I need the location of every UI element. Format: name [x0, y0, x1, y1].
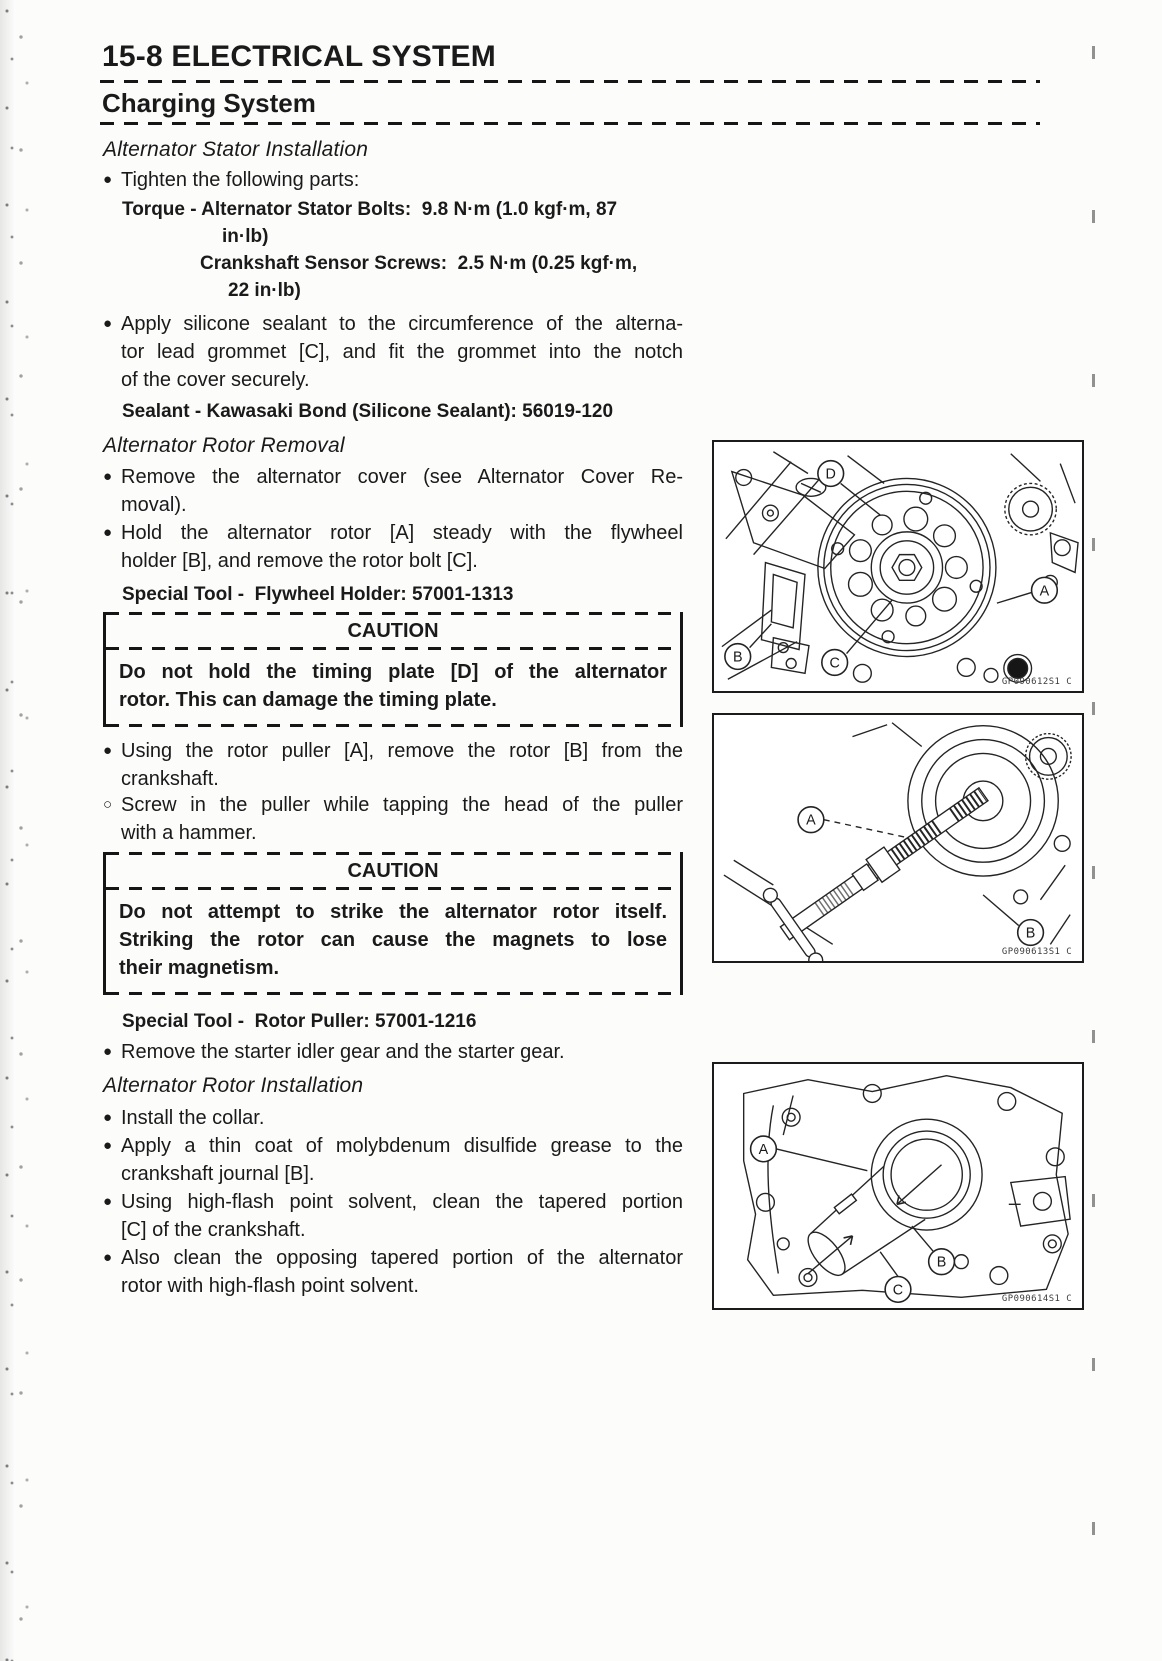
caution-border-bottom [106, 724, 680, 727]
part-label-a [798, 807, 824, 833]
step-text: Install the collar. [121, 1107, 265, 1129]
svg-text:A: A [758, 1141, 769, 1158]
torque-spec-line-4: 22 in·lb) [228, 280, 301, 301]
step-apply-grease [103, 1132, 683, 1188]
figure-rotor-in-crankcase [712, 440, 1084, 693]
caution-title: CAUTION [347, 860, 439, 882]
step-remove-starter-gears [103, 1038, 683, 1066]
torque-spec-line-2: in·lb) [222, 226, 269, 247]
scan-noise-left [0, 0, 36, 1661]
heading-rotor-installation: Alternator Rotor Installation [103, 1074, 364, 1097]
svg-text:A: A [806, 812, 816, 829]
part-label-c [885, 1277, 911, 1303]
substep-screw-puller [103, 791, 683, 847]
figure-code: GP090614S1 C [1001, 1294, 1073, 1305]
section-divider [100, 122, 1040, 125]
bullet-icon: ● [103, 524, 113, 541]
bullet-icon: ● [103, 315, 113, 332]
caution-box-strike-rotor [103, 852, 683, 995]
puller-tool [758, 756, 1010, 961]
step-text: Apply silicone sealant to the circumference of the alterna- tor lead grommet [C], and fit the grommet into the notch of the cover securely. [121, 313, 683, 391]
step-text: Hold the alternator rotor [A] steady with the flywheel holder [B], and remove the rotor bolt [C]. [121, 522, 683, 572]
svg-text:C: C [829, 655, 840, 672]
bullet-icon: ● [103, 1137, 113, 1154]
torque-spec-line-1: Torque - Alternator Stator Bolts: 9.8 N·m (1.0 kgf·m, 87 [122, 199, 618, 220]
part-label-b [725, 644, 751, 670]
rotor-crankcase-diagram [714, 442, 1082, 691]
svg-text:B: B [732, 649, 743, 666]
svg-text:B: B [1025, 925, 1036, 942]
torque-spec-line-3: Crankshaft Sensor Screws: 2.5 N·m (0.25 kgf·m, [200, 253, 638, 274]
caution-title: CAUTION [347, 620, 439, 642]
step-hold-rotor [103, 519, 683, 575]
part-label-d [818, 461, 844, 487]
bullet-icon: ● [103, 468, 113, 485]
step-text: Tighten the following parts: [121, 169, 360, 191]
bullet-icon: ● [103, 1249, 113, 1266]
special-tool-rotor-puller: Special Tool - Rotor Puller: 57001-1216 [122, 1011, 477, 1032]
svg-text:C: C [892, 1282, 904, 1299]
step-text: Using the rotor puller [A], remove the rotor [B] from the crankshaft. [121, 740, 683, 790]
crankshaft-stub [796, 1166, 925, 1287]
figure-code: GP090613S1 C [1001, 947, 1073, 958]
caution-border-bottom [106, 992, 680, 995]
caution-text: Do not hold the timing plate [D] of the alternator rotor. This can damage the timing plate. [119, 660, 667, 711]
rotor-puller-diagram [714, 715, 1082, 961]
heading-rotor-removal: Alternator Rotor Removal [103, 434, 345, 457]
step-text: Remove the alternator cover (see Alternator Cover Re- moval). [121, 466, 683, 516]
step-text: Remove the starter idler gear and the starter gear. [121, 1041, 565, 1063]
bullet-icon: ● [103, 1193, 113, 1210]
svg-text:D: D [825, 466, 836, 483]
bullet-icon: ● [103, 171, 113, 188]
step-tighten-parts [103, 166, 683, 194]
step-use-rotor-puller [103, 737, 683, 793]
part-label-c [822, 650, 848, 676]
step-clean-taper [103, 1188, 683, 1244]
crankshaft-taper-diagram [714, 1064, 1082, 1308]
step-remove-cover [103, 463, 683, 519]
figure-rotor-puller [712, 713, 1084, 963]
sealant-spec: Sealant - Kawasaki Bond (Silicone Sealant): 56019-120 [122, 401, 614, 422]
header-divider [100, 80, 1040, 83]
bullet-icon: ● [103, 1043, 113, 1060]
scan-noise-right [1092, 46, 1095, 1566]
step-clean-rotor-taper [103, 1244, 683, 1300]
bullet-icon: ● [103, 1109, 113, 1126]
part-label-a [1032, 577, 1058, 603]
section-title: Charging System [102, 88, 316, 118]
caution-box-timing-plate [103, 612, 683, 727]
caution-text: Do not attempt to strike the alternator rotor itself. Striking the rotor can cause the magnets to lose their magnetism. [119, 900, 667, 979]
step-text: Also clean the opposing tapered portion of the alternator rotor with high-flash point solvent. [121, 1247, 683, 1297]
svg-text:A: A [1039, 583, 1050, 600]
svg-text:B: B [936, 1254, 947, 1271]
step-apply-sealant [103, 310, 683, 394]
step-text: Apply a thin coat of molybdenum disulfide grease to the crankshaft journal [B]. [121, 1135, 683, 1185]
part-label-b [1018, 920, 1044, 946]
part-label-b [929, 1249, 955, 1275]
bullet-icon: ● [103, 742, 113, 759]
step-text: Using high-flash point solvent, clean the tapered portion [C] of the crankshaft. [121, 1191, 683, 1241]
special-tool-flywheel-holder: Special Tool - Flywheel Holder: 57001-1313 [122, 584, 514, 605]
part-label-a [751, 1136, 777, 1162]
engine-line-art [744, 1076, 1070, 1298]
sub-bullet-icon: ○ [103, 796, 113, 813]
figure-code: GP090612S1 C [1001, 677, 1073, 688]
engine-line-art [722, 452, 1078, 682]
step-install-collar [103, 1104, 683, 1132]
heading-stator-installation: Alternator Stator Installation [103, 138, 369, 161]
step-text: Screw in the puller while tapping the head of the puller with a hammer. [121, 794, 683, 844]
page-title: 15-8 ELECTRICAL SYSTEM [102, 40, 496, 73]
figure-crankshaft-taper [712, 1062, 1084, 1310]
